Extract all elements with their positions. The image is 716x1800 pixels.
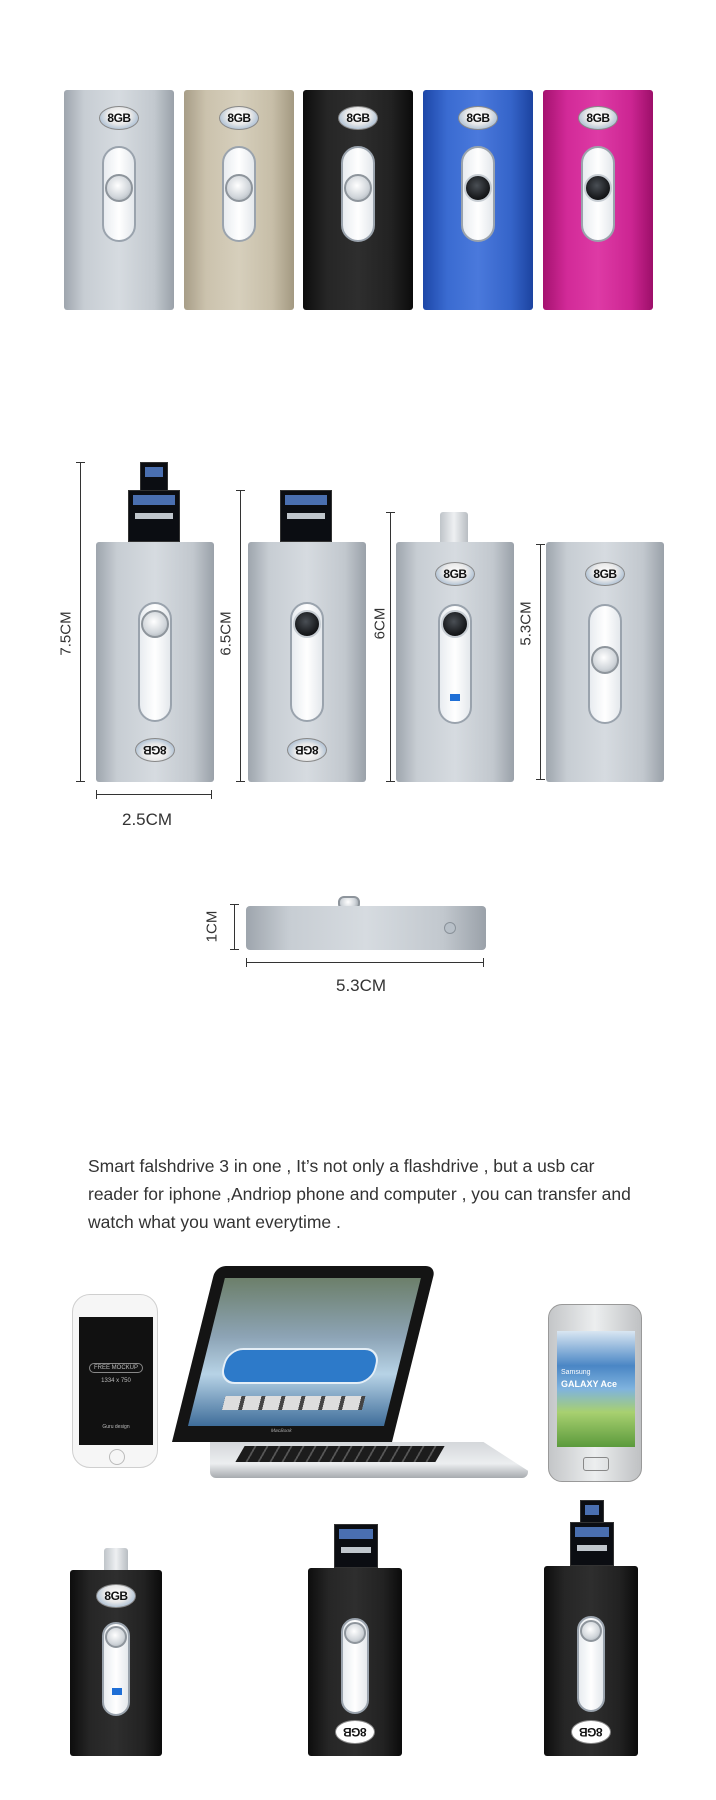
video-thumbnails	[222, 1396, 365, 1410]
home-button	[109, 1449, 125, 1465]
measure-line-7-5cm	[80, 462, 81, 782]
label-6cm: 6CM	[371, 607, 389, 640]
drive-side-view	[246, 906, 486, 950]
micro-usb-connector	[570, 1522, 614, 1566]
slider-knob	[293, 610, 321, 638]
slider-knob	[344, 174, 372, 202]
label-5-3cm: 5.3CM	[517, 601, 535, 646]
drive-lightning-extended	[396, 542, 514, 782]
measure-line-5-3cm	[540, 544, 541, 780]
capacity-badge: 8GB	[99, 106, 139, 130]
macbook	[170, 1266, 530, 1486]
usb-connector	[140, 462, 168, 492]
usb-connector	[334, 1524, 378, 1568]
drive-blue	[423, 90, 533, 310]
samsung-brand: Samsung	[561, 1369, 591, 1376]
slider-knob	[225, 174, 253, 202]
macbook-lid	[172, 1266, 436, 1442]
chip	[450, 694, 460, 701]
samsung-model: GALAXY Ace	[561, 1379, 618, 1389]
label-7-5cm: 7.5CM	[57, 611, 75, 656]
slider-knob	[584, 174, 612, 202]
iphone-screen	[79, 1317, 153, 1445]
capacity-badge: 8GB	[135, 738, 175, 762]
label-1cm: 1CM	[203, 910, 221, 943]
measure-line-6-5cm	[240, 490, 241, 782]
black-drive-micro-usb	[544, 1566, 638, 1756]
measure-line-length	[246, 962, 484, 963]
measure-line-2-5cm	[96, 794, 212, 795]
capacity-badge: 8GB	[571, 1720, 611, 1744]
capacity-badge: 8GB	[435, 562, 475, 586]
measure-line-6cm	[390, 512, 391, 782]
slider-knob	[580, 1620, 602, 1642]
mockup-credit: Guru design	[102, 1424, 130, 1430]
capacity-badge: 8GB	[338, 106, 378, 130]
drive-retracted	[546, 542, 664, 782]
drive-magenta	[543, 90, 653, 310]
lightning-connector	[440, 512, 468, 542]
led-indicator	[444, 922, 456, 934]
label-length: 5.3CM	[336, 976, 387, 995]
capacity-badge: 8GB	[96, 1584, 136, 1608]
capacity-badge: 8GB	[219, 106, 259, 130]
slider-knob	[105, 1626, 127, 1648]
samsung-screen	[557, 1331, 635, 1447]
slider-knob	[591, 646, 619, 674]
slider-knob	[141, 610, 169, 638]
slider-knob	[441, 610, 469, 638]
macbook-screen	[188, 1278, 421, 1426]
capacity-badge: 8GB	[458, 106, 498, 130]
mockup-label: FREE MOCKUP	[89, 1363, 143, 1373]
slider-knob	[105, 174, 133, 202]
iphone	[72, 1294, 158, 1468]
drive-silver	[64, 90, 174, 310]
drive-micro-usb-extended	[248, 542, 366, 782]
samsung-phone	[548, 1304, 642, 1482]
macbook-brand: MacBook	[269, 1428, 293, 1434]
drive-black	[303, 90, 413, 310]
keyboard	[235, 1446, 444, 1462]
chip	[112, 1688, 122, 1695]
capacity-badge: 8GB	[335, 1720, 375, 1744]
usb-connector-tip	[580, 1500, 604, 1524]
black-drive-usb	[308, 1568, 402, 1756]
capacity-badge: 8GB	[287, 738, 327, 762]
usb-connector-base	[128, 490, 180, 542]
measure-line-1cm	[234, 904, 235, 950]
drive-usb-extended	[96, 542, 214, 782]
drive-gold	[184, 90, 294, 310]
macbook-base	[210, 1442, 528, 1478]
capacity-badge: 8GB	[585, 562, 625, 586]
samsung-home-button	[583, 1457, 609, 1471]
slider-knob	[464, 174, 492, 202]
label-6-5cm: 6.5CM	[217, 611, 235, 656]
mockup-size: 1334 x 750	[101, 1378, 131, 1384]
label-2-5cm: 2.5CM	[122, 810, 173, 829]
photo-raft	[218, 1348, 381, 1384]
black-drive-lightning	[70, 1570, 162, 1756]
slider-knob	[344, 1622, 366, 1644]
lightning-connector	[104, 1548, 128, 1570]
capacity-badge: 8GB	[578, 106, 618, 130]
micro-usb-connector	[280, 490, 332, 542]
product-description: Smart falshdrive 3 in one , It’s not only a flashdrive , but a usb car reader for iphone ,Andriop phone and computer , you can transfer and watch what you want everytime .	[88, 1155, 631, 1232]
